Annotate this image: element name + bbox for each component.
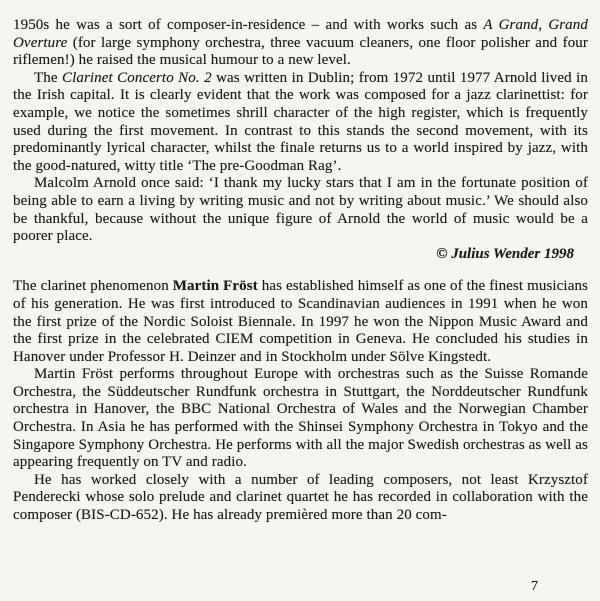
paragraph-arnold-quote: Malcolm Arnold once said: ‘I thank my lucky stars that I am in the fortunate position of being able to earn a living by writing music and not by writing about music.’ We should also be thankful, because without the unique figure of Arnold the world of music would be a poorer place. [13, 175, 588, 245]
author-credit: © Julius Wender 1998 [436, 245, 574, 262]
page-number: 7 [531, 579, 538, 594]
arnold-liner-notes-section [13, 17, 588, 263]
paragraph-clarinet-concerto: The Clarinet Concerto No. 2 was written in Dublin; from 1972 until 1977 Arnold lived in the Irish capital. It is clearly evident that the work was composed for a jazz clarinettist: for example, we notice the sometimes shrill character of the high register, which is frequently used during the first movement. In contrast to this stands the second movement, with its predominantly lyrical character, whilst the finale returns us to a world inspired by jazz, with the good-natured, witty title ‘The pre-Goodman Rag’. [13, 69, 588, 174]
frost-biography-section [13, 278, 588, 524]
paragraph-frost-composers: He has worked closely with a number of leading composers, not least Krzysztof Penderecki whose solo prelude and clarinet quartet he has recorded in collaboration with the composer (BIS-CD-652). He has already premièred more than 20 com- [13, 471, 588, 524]
paragraph-arnold-continuation: 1950s he was a sort of composer-in-residence – and with works such as A Grand, Grand Overture (for large symphony orchestra, three vacuum cleaners, one floor polisher and four riflemen!) he raised the musical humour to a new level. [13, 17, 588, 69]
paragraph-frost-orchestras: Martin Fröst performs throughout Europe with orchestras such as the Suisse Romande Orchestra, the Süddeutscher Rundfunk orchestra in Stuttgart, the Norddeutscher Rundfunk orchestra in Hanover, the BBC National Orchestra of Wales and the Norwegian Chamber Orchestra. In Asia he has performed with the Shinsei Symphony Orchestra in Tokyo and the Singapore Symphony Orchestra. He performs with all the major Swedish orchestras as well as appearing frequently on TV and radio. [13, 366, 588, 471]
paragraph-frost-intro: The clarinet phenomenon Martin Fröst has established himself as one of the finest musicians of his generation. He was first introduced to Scandinavian audiences in 1991 when he won the first prize of the Nordic Soloist Biennale. In 1997 he won the Nippon Music Award and the first prize in the celebrated CIEM competition in Geneva. He concluded his studies in Hanover under Professor H. Deinzer and in Stockholm under Sölve Kingstedt. [13, 278, 588, 365]
